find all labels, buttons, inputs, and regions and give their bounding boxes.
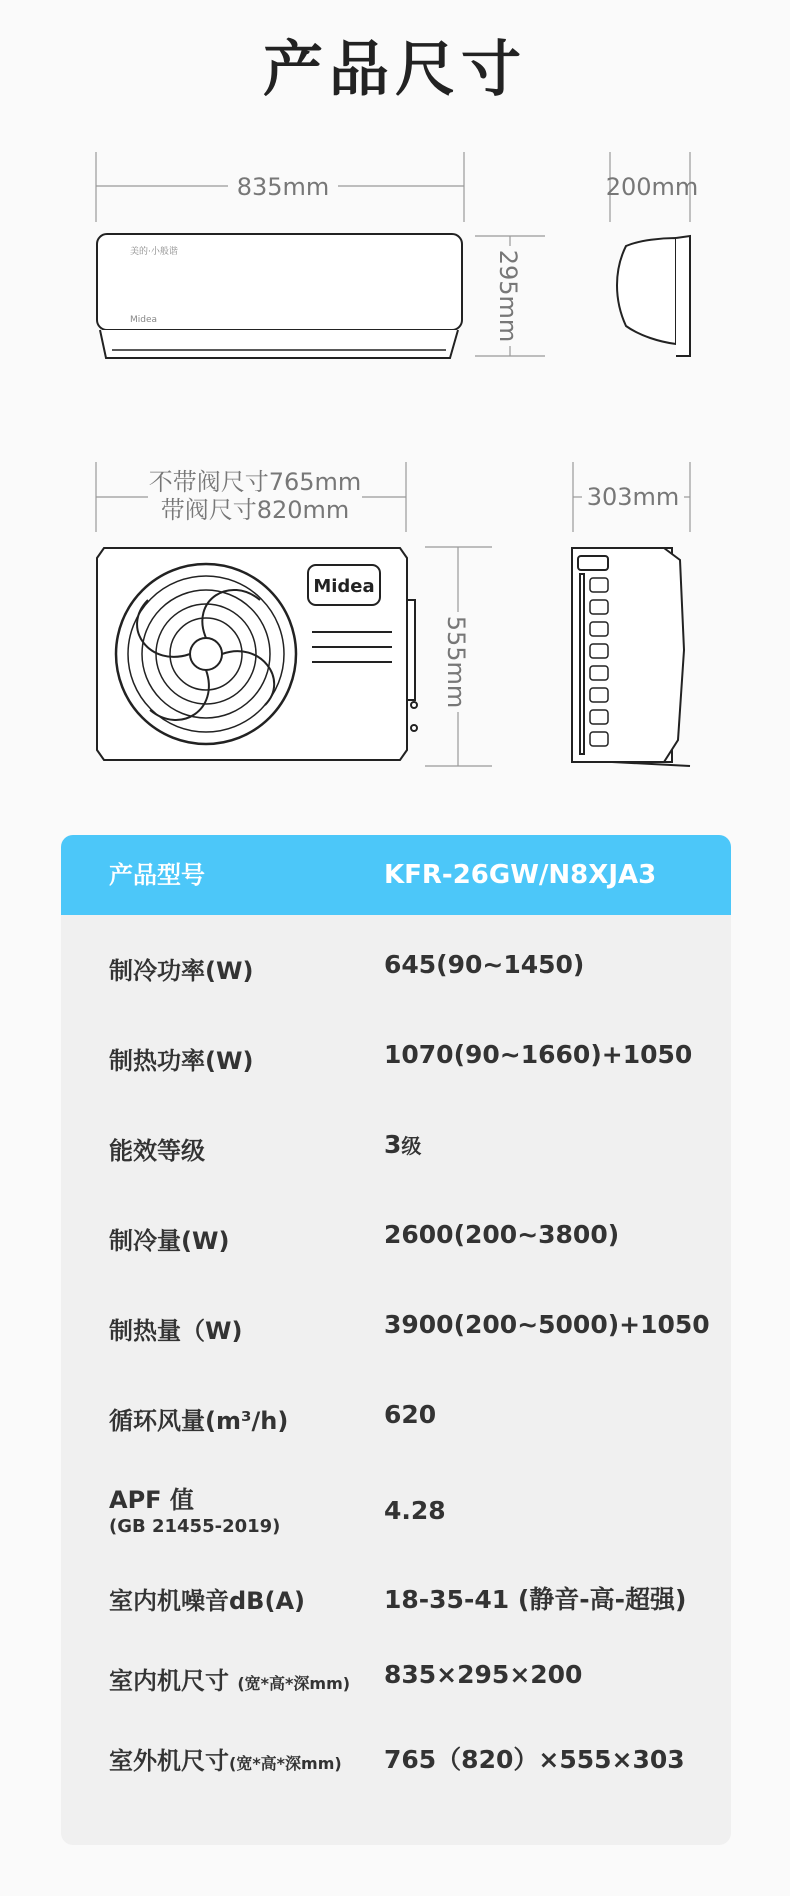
indoor-depth-label: 200mm xyxy=(605,173,699,201)
outdoor-width-label-2: 带阀尺寸820mm xyxy=(160,496,350,524)
row-label-main: 室外机尺寸 xyxy=(109,1747,229,1775)
row-label: 制冷量(W) xyxy=(109,1227,230,1255)
row-label-main: 室内机尺寸 xyxy=(109,1667,229,1695)
table-row xyxy=(61,1125,731,1165)
row-label-small: (宽*高*深mm) xyxy=(229,1754,342,1773)
row-label: 循环风量(m³/h) xyxy=(109,1407,289,1435)
outdoor-depth-label: 303mm xyxy=(586,483,680,511)
row-label: APF 值 xyxy=(109,1486,194,1514)
header-label: 产品型号 xyxy=(109,861,205,889)
table-row xyxy=(61,945,731,985)
row-value xyxy=(384,1130,421,1159)
table-row xyxy=(61,1575,731,1615)
outdoor-width-label-1: 不带阀尺寸765mm xyxy=(148,468,362,496)
table-row xyxy=(61,1655,731,1695)
row-label xyxy=(109,1661,350,1696)
row-value: 2600(200~3800) xyxy=(384,1220,620,1249)
spec-table-header xyxy=(61,835,731,915)
row-value: 620 xyxy=(384,1400,437,1429)
row-value: 18-35-41 (静音-高-超强) xyxy=(384,1585,687,1614)
row-value: 765（820）×555×303 xyxy=(384,1745,685,1774)
indoor-width-label: 835mm xyxy=(236,173,330,201)
row-value: 645(90~1450) xyxy=(384,950,585,979)
row-value-number: 3 xyxy=(384,1130,402,1159)
row-label: 能效等级 xyxy=(109,1137,205,1165)
outdoor-unit-side xyxy=(572,548,690,766)
table-row xyxy=(61,1395,731,1435)
spec-table xyxy=(61,835,731,1845)
outdoor-logo: Midea xyxy=(313,576,375,597)
row-value: 835×295×200 xyxy=(384,1660,583,1689)
row-label-small: (宽*高*深mm) xyxy=(237,1674,351,1693)
row-label: 制热量（W) xyxy=(109,1317,243,1345)
indoor-height-label: 295mm xyxy=(494,249,522,343)
page-title: 产品尺寸 xyxy=(263,35,527,105)
row-label: 制冷功率(W) xyxy=(109,957,254,985)
row-value: 4.28 xyxy=(384,1496,446,1525)
table-row xyxy=(61,1480,731,1550)
indoor-unit-side xyxy=(617,236,690,356)
row-label: 室内机噪音dB(A) xyxy=(109,1587,305,1615)
row-value-suffix: 级 xyxy=(401,1134,422,1158)
row-sublabel: (GB 21455-2019) xyxy=(109,1516,281,1537)
row-value: 1070(90~1660)+1050 xyxy=(384,1040,693,1069)
outdoor-height-label: 555mm xyxy=(442,615,470,709)
indoor-logo: Midea xyxy=(130,315,158,325)
indoor-brand-text: 美的·小般谐 xyxy=(130,247,178,257)
row-label: 制热功率(W) xyxy=(109,1047,254,1075)
table-row xyxy=(61,1215,731,1255)
row-label xyxy=(109,1741,342,1776)
dimension-diagram xyxy=(0,0,790,820)
table-row xyxy=(61,1035,731,1075)
row-value: 3900(200~5000)+1050 xyxy=(384,1310,710,1339)
table-row xyxy=(61,1735,731,1775)
table-row xyxy=(61,1305,731,1345)
header-value: KFR-26GW/N8XJA3 xyxy=(384,860,657,890)
